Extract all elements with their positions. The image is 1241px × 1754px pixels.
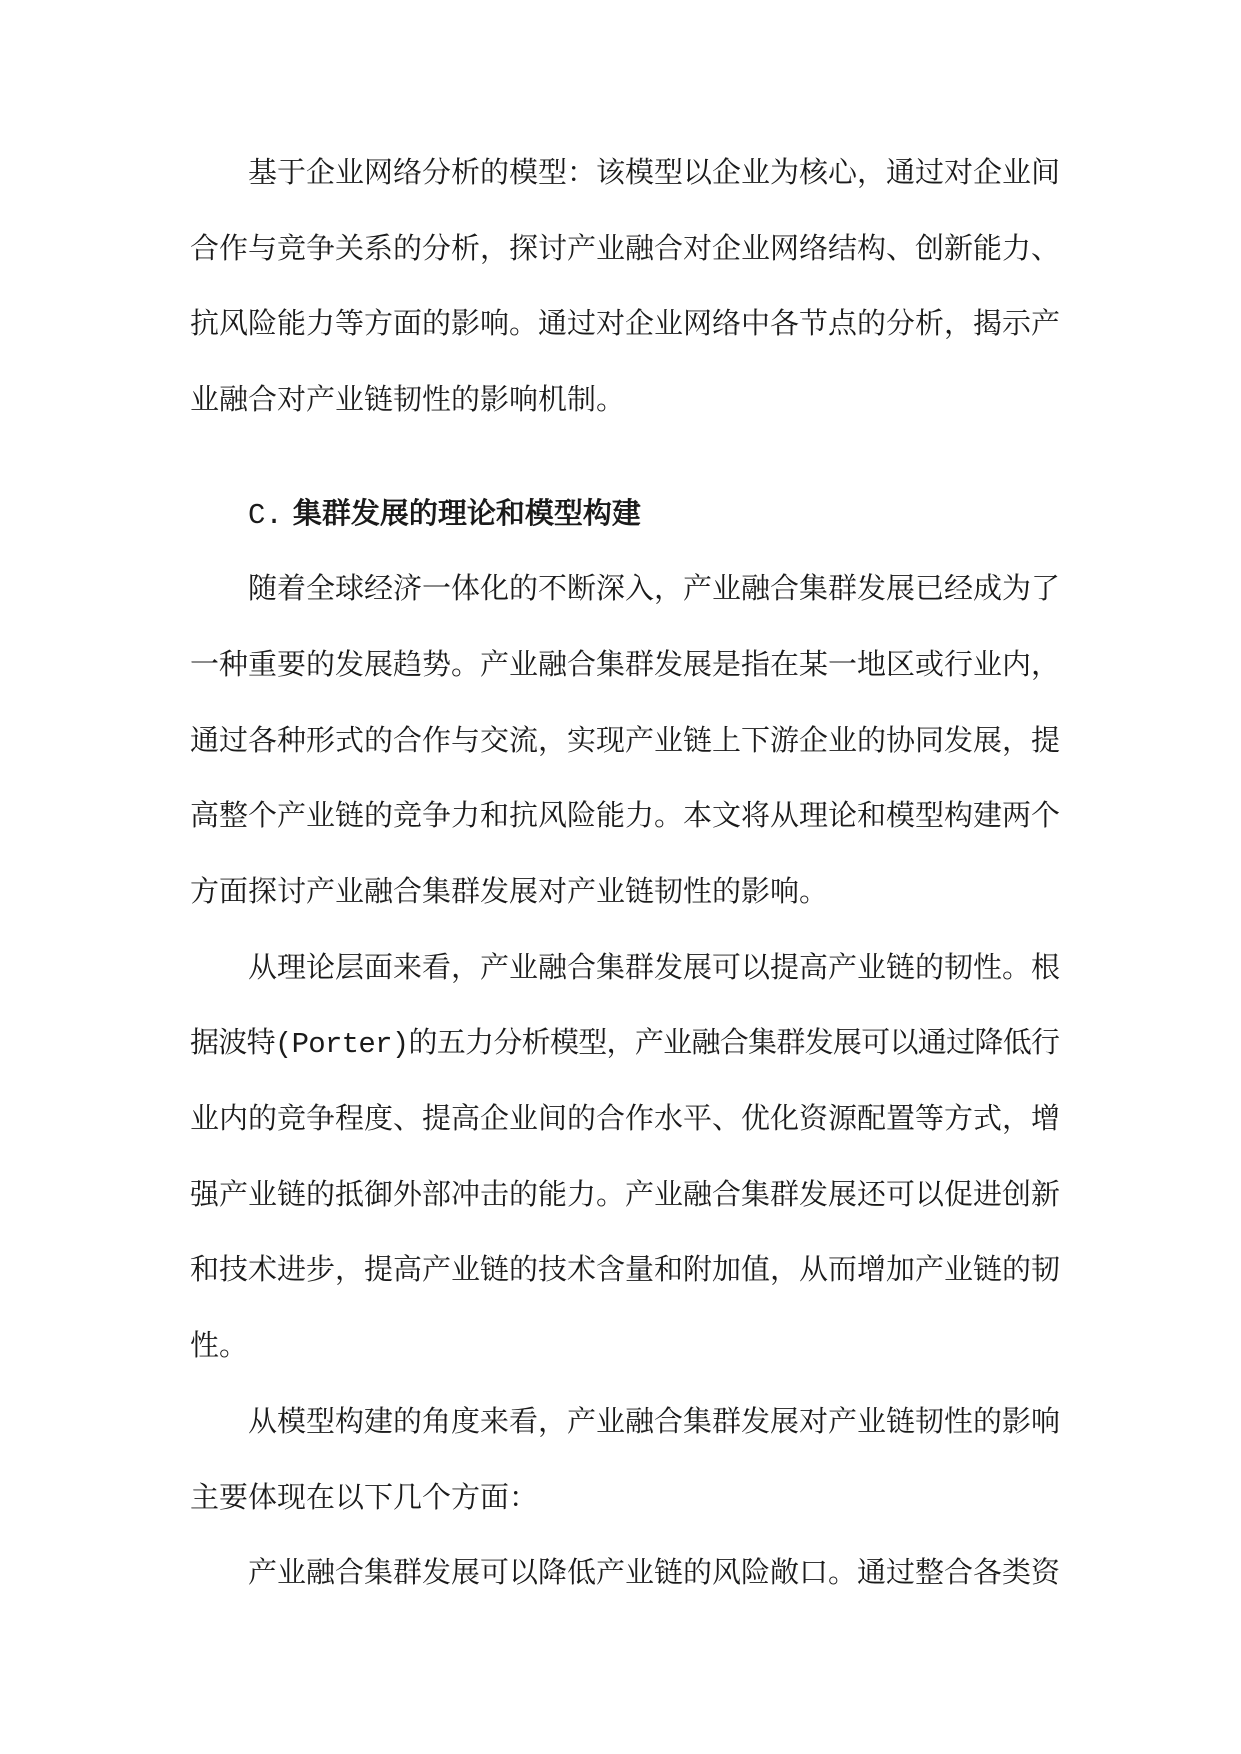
- paragraph-4: [190, 1386, 1060, 1537]
- section-heading: [190, 478, 1060, 554]
- text-line: 性。: [190, 1331, 249, 1365]
- paragraph-1: [190, 137, 1060, 440]
- text-line: 强产业链的抵御外部冲击的能力。产业融合集群发展还可以促进创新: [190, 1179, 1060, 1213]
- text-line: 一种重要的发展趋势。产业融合集群发展是指在某一地区或行业内，: [190, 649, 1060, 683]
- document-body: [190, 137, 1060, 1613]
- text-line: 抗风险能力等方面的影响。通过对企业网络中各节点的分析，揭示产: [190, 309, 1060, 343]
- section-number: C.: [248, 498, 283, 532]
- text-line: 产业融合集群发展可以降低产业链的风险敞口。通过整合各类资: [248, 1558, 1060, 1592]
- paragraph-2: [190, 553, 1060, 931]
- text-line: 和技术进步，提高产业链的技术含量和附加值，从而增加产业链的韧: [190, 1255, 1060, 1289]
- text-line: 业内的竞争程度、提高企业间的合作水平、优化资源配置等方式，增: [190, 1104, 1060, 1138]
- text-line: 据波特(Porter)的五力分析模型，产业融合集群发展可以通过降低行: [190, 1028, 1060, 1062]
- text-line: 业融合对产业链韧性的影响机制。: [190, 385, 626, 419]
- text-line: 随着全球经济一体化的不断深入，产业融合集群发展已经成为了: [248, 574, 1060, 608]
- paragraph-5: [190, 1537, 1060, 1613]
- text-line: 从模型构建的角度来看，产业融合集群发展对产业链韧性的影响: [248, 1406, 1060, 1440]
- text-line: 通过各种形式的合作与交流，实现产业链上下游企业的协同发展，提: [190, 725, 1060, 759]
- text-line: 高整个产业链的竞争力和抗风险能力。本文将从理论和模型构建两个: [190, 801, 1060, 835]
- paragraph-3: [190, 932, 1060, 1386]
- text-line: 基于企业网络分析的模型：该模型以企业为核心，通过对企业间: [248, 158, 1060, 191]
- text-line: 主要体现在以下几个方面：: [190, 1482, 539, 1516]
- section-title: 集群发展的理论和模型构建: [292, 498, 641, 532]
- text-line: 方面探讨产业融合集群发展对产业链韧性的影响。: [190, 877, 829, 911]
- text-line: 合作与竞争关系的分析，探讨产业融合对企业网络结构、创新能力、: [190, 233, 1060, 267]
- text-line: 从理论层面来看，产业融合集群发展可以提高产业链的韧性。根: [248, 952, 1060, 986]
